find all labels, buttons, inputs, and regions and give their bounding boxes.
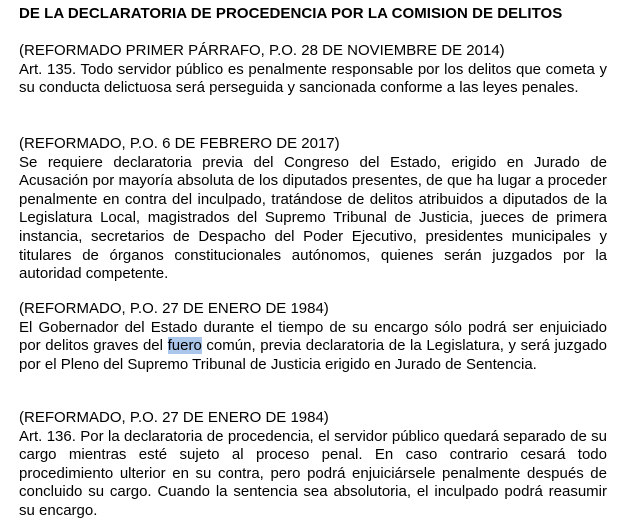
paragraph-text-after: común, previa declaratoria de la Legislatura, y será juzgado por el Pleno del Supremo Tribunal de Justicia erigido en Jurado de Sentencia. [19, 337, 607, 373]
section-declaratoria-previa [19, 135, 607, 284]
section-gobernador [19, 300, 607, 374]
paragraph-gobernador [19, 319, 607, 375]
paragraph-art-135: Art. 135. Todo servidor público es penalmente responsable por los delitos que cometa y su conducta delictuosa será perseguida y sancionada conforme a las leyes penales. [19, 60, 607, 97]
paragraph-declaratoria-previa: Se requiere declaratoria previa del Congreso del Estado, erigido en Jurado de Acusación por mayoría absoluta de los diputados presentes, de que ha lugar a proceder penalmente en contra del inculpado, tratándose de delitos atribuidos a diputados de la Legislatura Local, magistrados del Supremo Tribunal de Justicia, jueces de primera instancia, secretarios de Despacho del Poder Ejecutivo, presidentes municipales y titulares de órganos constitucionales autónomos, quienes serán juzgados por la autoridad competente. [19, 153, 607, 283]
reform-note: (REFORMADO, P.O. 6 DE FEBRERO DE 2017) [19, 135, 340, 152]
reform-note: (REFORMADO PRIMER PÁRRAFO, P.O. 28 DE NOVIEMBRE DE 2014) [19, 42, 505, 59]
reform-note: (REFORMADO, P.O. 27 DE ENERO DE 1984) [19, 300, 329, 317]
paragraph-text-before: El Gobernador del Estado durante el tiempo de su encargo sólo podrá ser enjuiciado por delitos graves del [19, 318, 607, 355]
reform-note: (REFORMADO, P.O. 27 DE ENERO DE 1984) [19, 409, 329, 426]
section-heading: DE LA DECLARATORIA DE PROCEDENCIA POR LA COMISION DE DELITOS [19, 5, 563, 22]
paragraph-art-136: Art. 136. Por la declaratoria de procedencia, el servidor público quedará separado de su cargo mientras esté sujeto al proceso penal. En caso contrario cesará todo procedimiento ulterior en su contra, pero podrá enjuiciársele penalmente después de concluido su cargo. Cuando la sentencia sea absolutoria, el inculpado podrá reasumir su encargo. [19, 427, 607, 519]
search-highlight: fuero [167, 337, 202, 355]
section-art-136 [19, 409, 607, 521]
section-art-135 [19, 42, 607, 98]
